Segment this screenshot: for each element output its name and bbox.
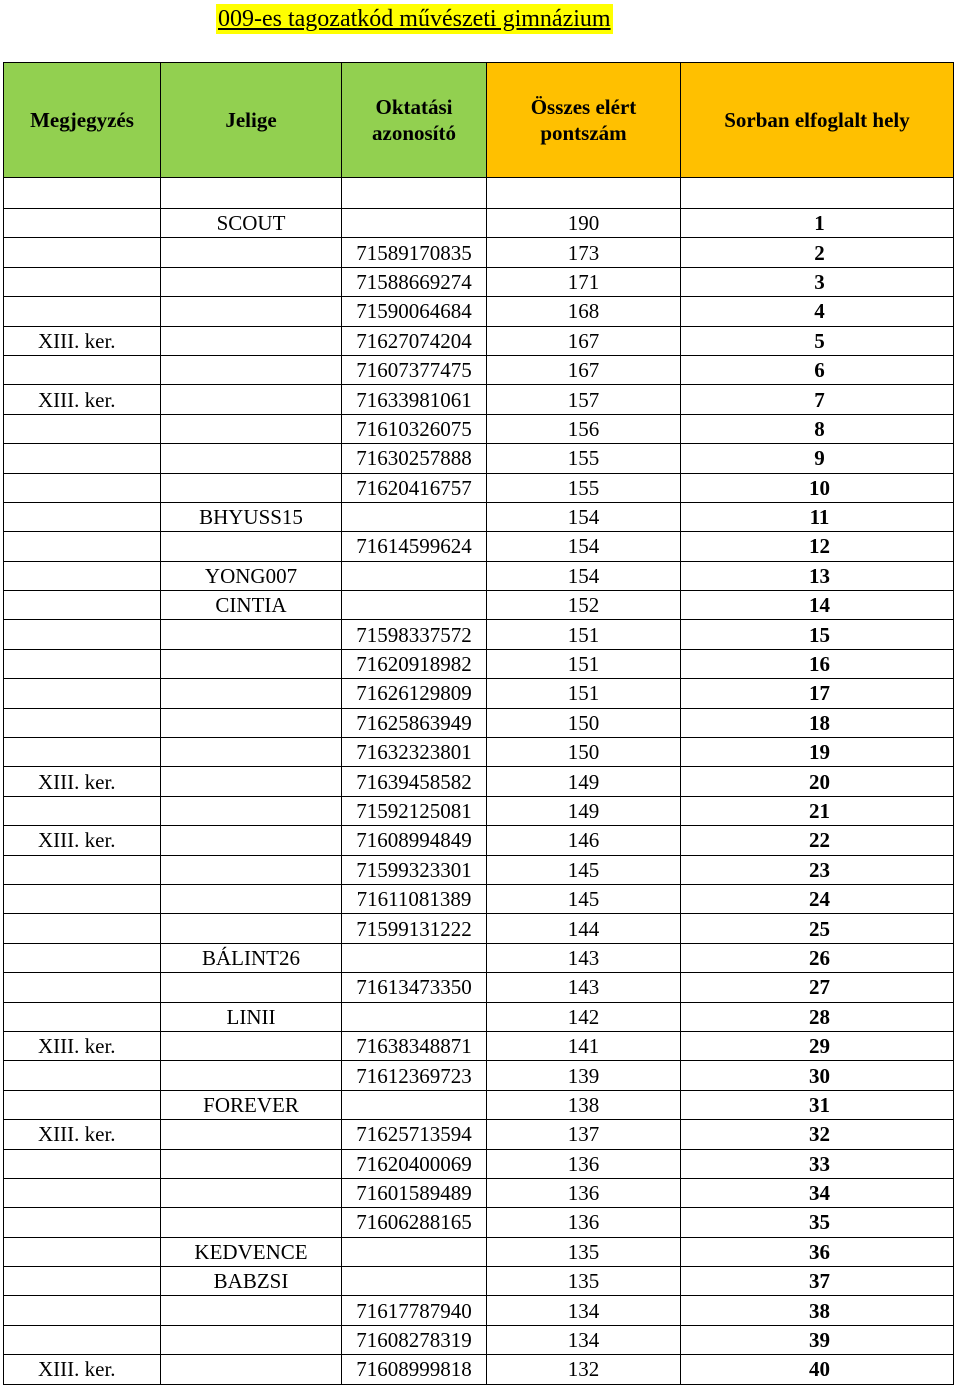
rank-cell: 37 (681, 1267, 954, 1296)
id-cell: 71612369723 (342, 1061, 487, 1090)
rank-cell: 38 (681, 1296, 954, 1325)
code-cell (161, 1208, 342, 1237)
spacer-row (4, 178, 954, 209)
code-cell (161, 649, 342, 678)
code-cell (161, 1296, 342, 1325)
rank-cell: 40 (681, 1355, 954, 1384)
spacer-cell (161, 178, 342, 209)
note-cell (4, 297, 161, 326)
note-cell: XIII. ker. (4, 826, 161, 855)
code-cell (161, 796, 342, 825)
code-cell (161, 1355, 342, 1384)
table-row (4, 1090, 954, 1119)
rank-cell: 4 (681, 297, 954, 326)
note-cell: XIII. ker. (4, 1120, 161, 1149)
code-cell: FOREVER (161, 1090, 342, 1119)
table-row (4, 1002, 954, 1031)
score-cell: 152 (487, 591, 681, 620)
header-rank: Sorban elfoglalt hely (681, 63, 954, 178)
id-cell (342, 1237, 487, 1266)
note-cell (4, 738, 161, 767)
note-cell (4, 1237, 161, 1266)
table-row (4, 708, 954, 737)
id-cell: 71608999818 (342, 1355, 487, 1384)
note-cell (4, 679, 161, 708)
score-cell: 156 (487, 414, 681, 443)
code-cell (161, 708, 342, 737)
note-cell (4, 502, 161, 531)
rank-cell: 15 (681, 620, 954, 649)
code-cell: SCOUT (161, 209, 342, 238)
table-row (4, 1296, 954, 1325)
note-cell: XIII. ker. (4, 767, 161, 796)
note-cell (4, 708, 161, 737)
score-cell: 171 (487, 267, 681, 296)
rank-cell: 11 (681, 502, 954, 531)
id-cell: 71620416757 (342, 473, 487, 502)
id-cell (342, 1090, 487, 1119)
id-cell: 71627074204 (342, 326, 487, 355)
id-cell (342, 1002, 487, 1031)
rank-cell: 28 (681, 1002, 954, 1031)
table-row (4, 826, 954, 855)
score-cell: 167 (487, 355, 681, 384)
table-row (4, 620, 954, 649)
code-cell (161, 826, 342, 855)
note-cell (4, 1149, 161, 1178)
rank-cell: 33 (681, 1149, 954, 1178)
table-row (4, 209, 954, 238)
note-cell (4, 855, 161, 884)
score-cell: 155 (487, 473, 681, 502)
rank-cell: 25 (681, 914, 954, 943)
spacer-cell (342, 178, 487, 209)
code-cell: KEDVENCE (161, 1237, 342, 1266)
score-cell: 135 (487, 1267, 681, 1296)
rank-cell: 29 (681, 1031, 954, 1060)
rank-cell: 3 (681, 267, 954, 296)
table-row (4, 591, 954, 620)
score-cell: 138 (487, 1090, 681, 1119)
code-cell (161, 355, 342, 384)
header-note: Megjegyzés (4, 63, 161, 178)
rank-cell: 39 (681, 1325, 954, 1354)
note-cell (4, 973, 161, 1002)
note-cell (4, 561, 161, 590)
score-cell: 151 (487, 620, 681, 649)
id-cell: 71620918982 (342, 649, 487, 678)
table-row (4, 532, 954, 561)
score-cell: 146 (487, 826, 681, 855)
id-cell: 71598337572 (342, 620, 487, 649)
id-cell: 71617787940 (342, 1296, 487, 1325)
rank-cell: 2 (681, 238, 954, 267)
id-cell: 71611081389 (342, 884, 487, 913)
score-cell: 154 (487, 502, 681, 531)
table-row (4, 796, 954, 825)
code-cell (161, 532, 342, 561)
score-cell: 154 (487, 561, 681, 590)
code-cell: BHYUSS15 (161, 502, 342, 531)
id-cell: 71599323301 (342, 855, 487, 884)
note-cell (4, 1325, 161, 1354)
note-cell (4, 209, 161, 238)
score-cell: 151 (487, 679, 681, 708)
id-cell: 71625863949 (342, 708, 487, 737)
note-cell (4, 414, 161, 443)
table-row (4, 767, 954, 796)
id-cell: 71599131222 (342, 914, 487, 943)
rank-cell: 13 (681, 561, 954, 590)
id-cell: 71601589489 (342, 1178, 487, 1207)
spacer-cell (487, 178, 681, 209)
table-row (4, 855, 954, 884)
rank-cell: 9 (681, 444, 954, 473)
score-cell: 190 (487, 209, 681, 238)
rank-cell: 20 (681, 767, 954, 796)
results-table (3, 62, 954, 1385)
rank-cell: 19 (681, 738, 954, 767)
code-cell (161, 914, 342, 943)
score-cell: 154 (487, 532, 681, 561)
rank-cell: 16 (681, 649, 954, 678)
code-cell (161, 444, 342, 473)
note-cell (4, 1061, 161, 1090)
id-cell: 71626129809 (342, 679, 487, 708)
table-row (4, 1031, 954, 1060)
table-row (4, 1120, 954, 1149)
id-cell: 71610326075 (342, 414, 487, 443)
code-cell (161, 1325, 342, 1354)
code-cell (161, 473, 342, 502)
header-score-line1: Összes elért (530, 95, 637, 119)
rank-cell: 30 (681, 1061, 954, 1090)
id-cell: 71632323801 (342, 738, 487, 767)
note-cell (4, 267, 161, 296)
code-cell (161, 1120, 342, 1149)
score-cell: 136 (487, 1178, 681, 1207)
score-cell: 157 (487, 385, 681, 414)
id-cell (342, 1267, 487, 1296)
table-row (4, 679, 954, 708)
score-cell: 145 (487, 884, 681, 913)
note-cell (4, 238, 161, 267)
table-row (4, 385, 954, 414)
id-cell: 71607377475 (342, 355, 487, 384)
rank-cell: 27 (681, 973, 954, 1002)
id-cell (342, 943, 487, 972)
code-cell (161, 326, 342, 355)
id-cell: 71592125081 (342, 796, 487, 825)
score-cell: 150 (487, 738, 681, 767)
note-cell: XIII. ker. (4, 1031, 161, 1060)
code-cell (161, 1031, 342, 1060)
id-cell (342, 591, 487, 620)
table-row (4, 1355, 954, 1384)
rank-cell: 18 (681, 708, 954, 737)
rank-cell: 34 (681, 1178, 954, 1207)
note-cell (4, 1208, 161, 1237)
rank-cell: 14 (681, 591, 954, 620)
rank-cell: 31 (681, 1090, 954, 1119)
table-row (4, 1208, 954, 1237)
note-cell (4, 943, 161, 972)
table-row (4, 414, 954, 443)
code-cell (161, 297, 342, 326)
table-row (4, 1149, 954, 1178)
table-row (4, 1267, 954, 1296)
code-cell: CINTIA (161, 591, 342, 620)
score-cell: 149 (487, 767, 681, 796)
note-cell: XIII. ker. (4, 1355, 161, 1384)
table-row (4, 943, 954, 972)
id-cell: 71630257888 (342, 444, 487, 473)
header-score (487, 63, 681, 178)
id-cell (342, 561, 487, 590)
score-cell: 136 (487, 1208, 681, 1237)
score-cell: 142 (487, 1002, 681, 1031)
id-cell: 71614599624 (342, 532, 487, 561)
note-cell (4, 1002, 161, 1031)
id-cell (342, 209, 487, 238)
rank-cell: 10 (681, 473, 954, 502)
code-cell (161, 973, 342, 1002)
code-cell (161, 767, 342, 796)
code-cell: BABZSI (161, 1267, 342, 1296)
note-cell (4, 591, 161, 620)
rank-cell: 24 (681, 884, 954, 913)
code-cell (161, 1178, 342, 1207)
table-row (4, 1061, 954, 1090)
id-cell: 71625713594 (342, 1120, 487, 1149)
id-cell: 71590064684 (342, 297, 487, 326)
score-cell: 135 (487, 1237, 681, 1266)
code-cell: YONG007 (161, 561, 342, 590)
note-cell: XIII. ker. (4, 326, 161, 355)
rank-cell: 5 (681, 326, 954, 355)
note-cell (4, 1178, 161, 1207)
score-cell: 143 (487, 943, 681, 972)
note-cell (4, 1090, 161, 1119)
rank-cell: 32 (681, 1120, 954, 1149)
id-cell: 71589170835 (342, 238, 487, 267)
table-row (4, 738, 954, 767)
code-cell: BÁLINT26 (161, 943, 342, 972)
table-row (4, 884, 954, 913)
note-cell: XIII. ker. (4, 385, 161, 414)
header-code: Jelige (161, 63, 342, 178)
table-row (4, 238, 954, 267)
code-cell (161, 620, 342, 649)
code-cell (161, 414, 342, 443)
code-cell: LINII (161, 1002, 342, 1031)
score-cell: 155 (487, 444, 681, 473)
rank-cell: 22 (681, 826, 954, 855)
code-cell (161, 855, 342, 884)
table-row (4, 561, 954, 590)
id-cell: 71633981061 (342, 385, 487, 414)
note-cell (4, 620, 161, 649)
table-row (4, 326, 954, 355)
rank-cell: 26 (681, 943, 954, 972)
code-cell (161, 884, 342, 913)
table-row (4, 267, 954, 296)
rank-cell: 7 (681, 385, 954, 414)
table-row (4, 649, 954, 678)
note-cell (4, 649, 161, 678)
table-row (4, 473, 954, 502)
score-cell: 173 (487, 238, 681, 267)
code-cell (161, 738, 342, 767)
rank-cell: 23 (681, 855, 954, 884)
table-row (4, 297, 954, 326)
score-cell: 136 (487, 1149, 681, 1178)
note-cell (4, 473, 161, 502)
note-cell (4, 1296, 161, 1325)
code-cell (161, 267, 342, 296)
header-row (4, 63, 954, 178)
score-cell: 149 (487, 796, 681, 825)
code-cell (161, 1061, 342, 1090)
score-cell: 137 (487, 1120, 681, 1149)
code-cell (161, 385, 342, 414)
note-cell (4, 532, 161, 561)
id-cell: 71620400069 (342, 1149, 487, 1178)
table-body (4, 178, 954, 1385)
table-row (4, 355, 954, 384)
score-cell: 139 (487, 1061, 681, 1090)
score-cell: 143 (487, 973, 681, 1002)
rank-cell: 8 (681, 414, 954, 443)
note-cell (4, 884, 161, 913)
table-row (4, 1237, 954, 1266)
note-cell (4, 914, 161, 943)
id-cell: 71606288165 (342, 1208, 487, 1237)
table-row (4, 444, 954, 473)
page-title: 009-es tagozatkód művészeti gimnázium (218, 6, 611, 32)
rank-cell: 21 (681, 796, 954, 825)
score-cell: 151 (487, 649, 681, 678)
table-row (4, 973, 954, 1002)
score-cell: 167 (487, 326, 681, 355)
note-cell (4, 1267, 161, 1296)
id-cell (342, 502, 487, 531)
header-id (342, 63, 487, 178)
rank-cell: 12 (681, 532, 954, 561)
table-row (4, 914, 954, 943)
note-cell (4, 444, 161, 473)
spacer-cell (681, 178, 954, 209)
id-cell: 71588669274 (342, 267, 487, 296)
id-cell: 71639458582 (342, 767, 487, 796)
score-cell: 145 (487, 855, 681, 884)
spacer-cell (4, 178, 161, 209)
id-cell: 71608994849 (342, 826, 487, 855)
score-cell: 134 (487, 1325, 681, 1354)
score-cell: 168 (487, 297, 681, 326)
id-cell: 71608278319 (342, 1325, 487, 1354)
table-row (4, 1178, 954, 1207)
table-row (4, 502, 954, 531)
id-cell: 71638348871 (342, 1031, 487, 1060)
rank-cell: 35 (681, 1208, 954, 1237)
note-cell (4, 796, 161, 825)
rank-cell: 6 (681, 355, 954, 384)
code-cell (161, 679, 342, 708)
note-cell (4, 355, 161, 384)
score-cell: 134 (487, 1296, 681, 1325)
score-cell: 132 (487, 1355, 681, 1384)
rank-cell: 17 (681, 679, 954, 708)
rank-cell: 36 (681, 1237, 954, 1266)
code-cell (161, 238, 342, 267)
rank-cell: 1 (681, 209, 954, 238)
score-cell: 141 (487, 1031, 681, 1060)
header-id-line1: Oktatási (375, 95, 453, 119)
table-row (4, 1325, 954, 1354)
header-score-line2: pontszám (540, 121, 627, 145)
score-cell: 144 (487, 914, 681, 943)
code-cell (161, 1149, 342, 1178)
id-cell: 71613473350 (342, 973, 487, 1002)
score-cell: 150 (487, 708, 681, 737)
header-id-line2: azonosító (372, 121, 456, 145)
